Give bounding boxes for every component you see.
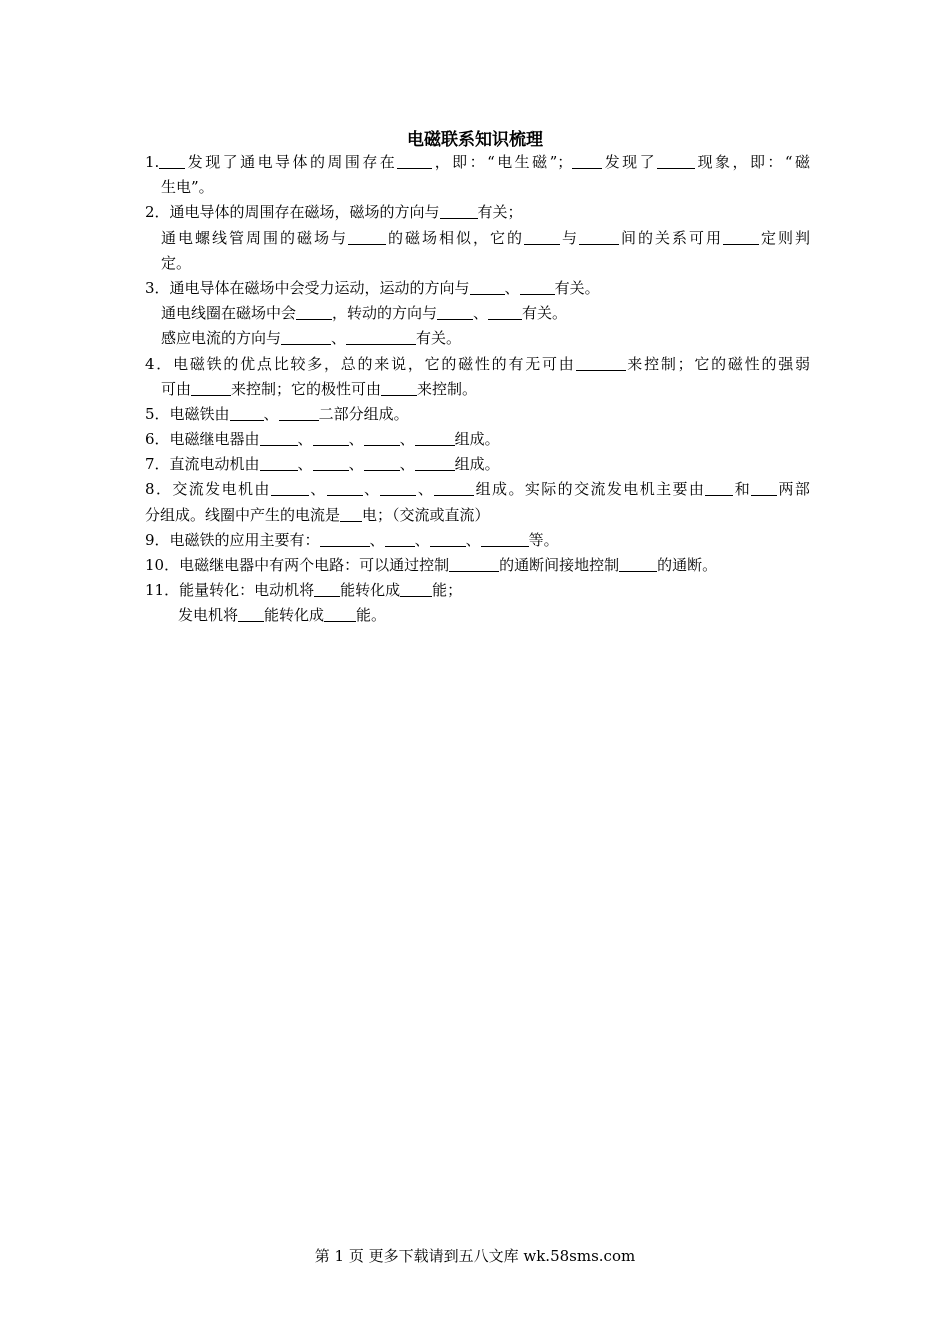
answer-blank[interactable] xyxy=(705,480,733,496)
question-11-line-1 xyxy=(145,578,810,603)
text-segment: 来控制；它的磁性的强弱 xyxy=(625,354,810,373)
text-segment: 间的关系可用 xyxy=(618,228,723,247)
answer-blank[interactable] xyxy=(579,229,619,245)
text-segment: 组成。 xyxy=(454,430,500,449)
text-segment: 的通断。 xyxy=(657,556,718,574)
answer-blank[interactable] xyxy=(437,304,473,320)
text-segment: 、 xyxy=(348,430,364,449)
text-segment: 分组成。线圈中产生的电流是 xyxy=(145,505,341,524)
text-segment: 感应电流的方向与 xyxy=(161,329,282,348)
question-4-line-2 xyxy=(145,377,810,402)
answer-blank[interactable] xyxy=(385,531,415,547)
answer-blank[interactable] xyxy=(440,203,478,219)
text-segment: ，即：“电生磁”； xyxy=(432,153,573,171)
answer-blank[interactable] xyxy=(481,531,529,547)
text-segment: 、 xyxy=(399,455,415,474)
text-segment: 和 xyxy=(733,480,752,499)
question-3-line-3 xyxy=(145,326,810,351)
text-segment: 发现了通电导体的周围存在 xyxy=(185,153,398,171)
answer-blank[interactable] xyxy=(238,606,264,622)
answer-blank[interactable] xyxy=(296,304,332,320)
text-segment: 、 xyxy=(414,530,430,549)
text-segment: 来控制。 xyxy=(417,379,478,398)
text-segment: 发现了 xyxy=(602,153,658,171)
answer-blank[interactable] xyxy=(279,405,319,421)
text-segment: 定。 xyxy=(161,253,192,272)
text-segment: 、 xyxy=(473,304,489,323)
text-segment: 、 xyxy=(362,480,381,499)
answer-blank[interactable] xyxy=(400,581,432,597)
text-segment: 通电螺线管周围的磁场与 xyxy=(161,228,348,247)
text-segment: 通电线圈在磁场中会 xyxy=(161,304,297,323)
answer-blank[interactable] xyxy=(340,506,362,522)
answer-blank[interactable] xyxy=(327,480,363,496)
text-segment: 、 xyxy=(308,480,327,499)
text-segment: 能转化成 xyxy=(264,606,325,625)
text-segment: 现象，即：“磁 xyxy=(695,153,810,171)
text-segment: 两部 xyxy=(777,480,810,499)
text-segment: 、 xyxy=(465,530,481,549)
page-footer: 第 1 页 更多下载请到五八文库 wk.58sms.com xyxy=(314,1247,636,1265)
text-segment: 、 xyxy=(369,530,385,549)
answer-blank[interactable] xyxy=(313,430,349,446)
answer-blank[interactable] xyxy=(320,531,370,547)
answer-blank[interactable] xyxy=(313,455,349,471)
text-segment: 的通断间接地控制 xyxy=(499,556,620,574)
text-segment: 可由 xyxy=(161,379,192,398)
text-segment: 二部分组成。 xyxy=(318,404,409,423)
question-2-line-3 xyxy=(145,251,810,276)
text-segment: 发电机将 xyxy=(178,606,239,625)
question-2-line-2 xyxy=(145,226,810,251)
text-segment: 能转化成 xyxy=(340,581,401,600)
answer-blank[interactable] xyxy=(324,606,356,622)
worksheet-body xyxy=(145,150,810,629)
text-segment: 电；（交流或直流） xyxy=(362,505,490,524)
text-segment: 能； xyxy=(432,581,463,600)
answer-blank[interactable] xyxy=(191,380,231,396)
question-3-line-2 xyxy=(145,301,810,326)
answer-blank[interactable] xyxy=(520,279,555,295)
question-8-line-1 xyxy=(145,477,810,502)
question-1-line-1 xyxy=(145,150,810,175)
question-9 xyxy=(145,528,810,553)
answer-blank[interactable] xyxy=(271,480,309,496)
question-1-line-2 xyxy=(145,175,810,200)
text-segment: 与 xyxy=(559,228,579,247)
answer-blank[interactable] xyxy=(380,480,416,496)
answer-blank[interactable] xyxy=(415,430,455,446)
text-segment: 8．交流发电机由 xyxy=(145,480,271,499)
text-segment: 1. xyxy=(145,153,160,171)
question-5 xyxy=(145,402,810,427)
answer-blank[interactable] xyxy=(230,405,264,421)
answer-blank[interactable] xyxy=(281,329,331,345)
text-segment: 组成。 xyxy=(454,455,500,474)
text-segment: 、 xyxy=(416,480,435,499)
answer-blank[interactable] xyxy=(470,279,505,295)
answer-blank[interactable] xyxy=(415,455,455,471)
answer-blank[interactable] xyxy=(314,581,340,597)
answer-blank[interactable] xyxy=(434,480,474,496)
answer-blank[interactable] xyxy=(381,380,417,396)
text-segment: 、 xyxy=(331,329,347,348)
answer-blank[interactable] xyxy=(751,480,777,496)
answer-blank[interactable] xyxy=(348,229,386,245)
text-segment: 生电”。 xyxy=(161,178,214,197)
answer-blank[interactable] xyxy=(260,430,298,446)
text-segment: 2．通电导体的周围存在磁场，磁场的方向与 xyxy=(145,203,440,222)
text-segment: 有关。 xyxy=(522,304,568,323)
text-segment: 有关。 xyxy=(416,329,462,348)
question-6 xyxy=(145,427,810,452)
text-segment: 11．能量转化：电动机将 xyxy=(145,581,315,600)
text-segment: 9．电磁铁的应用主要有： xyxy=(145,530,320,549)
text-segment: 的磁场相似，它的 xyxy=(385,228,524,247)
text-segment: 定则判 xyxy=(758,228,810,247)
text-segment: 、 xyxy=(297,455,313,474)
text-segment: 有关； xyxy=(477,203,523,222)
question-10 xyxy=(145,553,810,578)
question-2-line-1 xyxy=(145,200,810,225)
text-segment: 、 xyxy=(297,430,313,449)
page-title: 电磁联系知识梳理 xyxy=(407,130,543,150)
answer-blank[interactable] xyxy=(572,153,602,169)
text-segment: 4．电磁铁的优点比较多，总的来说，它的磁性的有无可由 xyxy=(145,354,576,373)
answer-blank[interactable] xyxy=(346,329,416,345)
answer-blank[interactable] xyxy=(397,153,432,169)
question-7 xyxy=(145,452,810,477)
answer-blank[interactable] xyxy=(488,304,522,320)
text-segment: 组成。实际的交流发电机主要由 xyxy=(474,480,706,499)
text-segment: 7．直流电动机由 xyxy=(145,455,260,474)
text-segment: 、 xyxy=(263,404,279,423)
answer-blank[interactable] xyxy=(619,556,657,572)
answer-blank[interactable] xyxy=(576,355,626,371)
text-segment: ，转动的方向与 xyxy=(332,304,438,323)
text-segment: 来控制；它的极性可由 xyxy=(231,379,382,398)
text-segment: 、 xyxy=(504,278,520,297)
answer-blank[interactable] xyxy=(364,455,400,471)
question-3-line-1 xyxy=(145,276,810,301)
answer-blank[interactable] xyxy=(260,455,298,471)
answer-blank[interactable] xyxy=(430,531,466,547)
question-11-line-2 xyxy=(145,603,810,628)
text-segment: 6．电磁继电器由 xyxy=(145,430,260,449)
answer-blank[interactable] xyxy=(524,229,560,245)
text-segment: 等。 xyxy=(528,530,559,549)
question-8-line-2 xyxy=(145,503,810,528)
text-segment: 有关。 xyxy=(554,278,600,297)
answer-blank[interactable] xyxy=(723,229,759,245)
text-segment: 、 xyxy=(399,430,415,449)
answer-blank[interactable] xyxy=(364,430,400,446)
text-segment: 10．电磁继电器中有两个电路：可以通过控制 xyxy=(145,556,450,574)
text-segment: 3．通电导体在磁场中会受力运动，运动的方向与 xyxy=(145,278,470,297)
text-segment: 5．电磁铁由 xyxy=(145,404,230,423)
text-segment: 能。 xyxy=(356,606,387,625)
answer-blank[interactable] xyxy=(657,153,695,169)
answer-blank[interactable] xyxy=(159,153,185,169)
answer-blank[interactable] xyxy=(449,556,499,572)
question-4-line-1 xyxy=(145,352,810,377)
text-segment: 、 xyxy=(348,455,364,474)
